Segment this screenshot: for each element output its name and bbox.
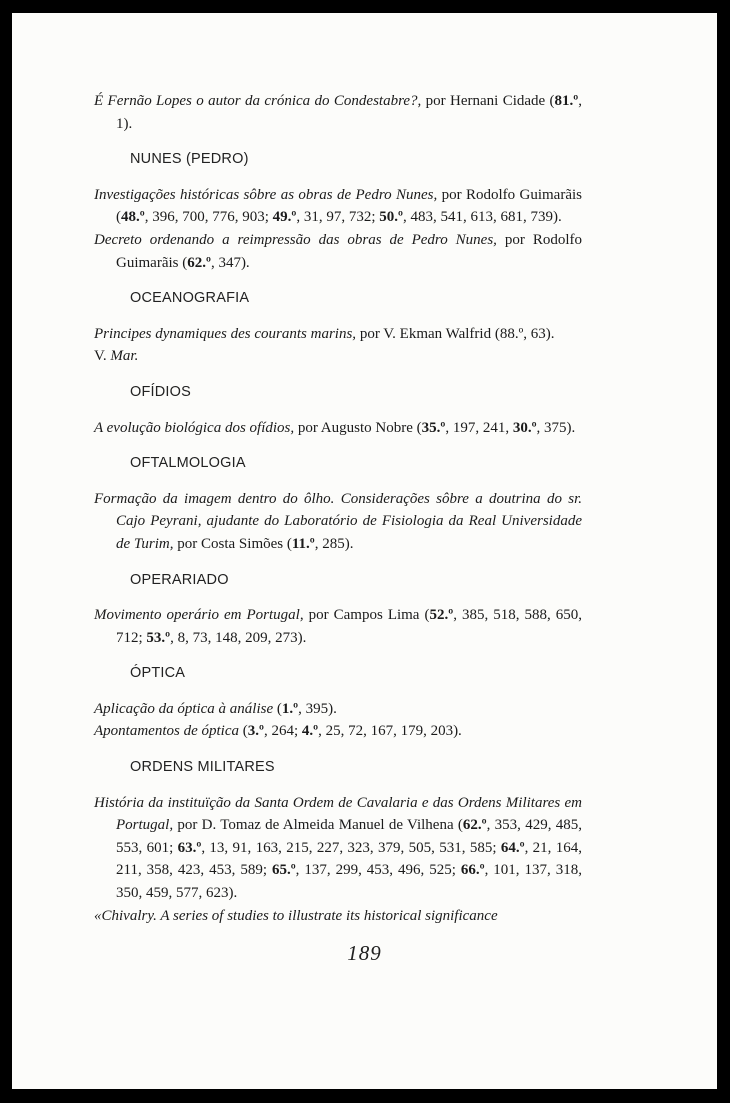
section-heading: OPERARIADO — [130, 571, 229, 588]
entry-title: História da instituïção da Santa Ordem de Cavalaria e das Ordens Militares em Portugal, — [94, 794, 582, 834]
index-entry: História da instituïção da Santa Ordem de Cavalaria e das Ordens Militares em Portugal, por D. Tomaz de Almeida Manuel de Vilhena (62.º, 353, 429, 485, 553, 601; 63.º, 13, 91, 163, 215, 227, 323, 379, 505, 531, 585; 64.º, 21, 164, 211, 358, 423, 453, 589; 65.º, 137, 299, 453, 496, 525; 66.º, 101, 137, 318, 350, 459, 577, 623). — [94, 794, 583, 902]
index-entry: A evolução biológica dos ofídios, por Augusto Nobre (35.º, 197, 241, 30.º, 375). — [94, 419, 576, 436]
index-entry: Movimento operário em Portugal, por Campos Lima (52.º, 385, 518, 588, 650, 712; 53.º, 8, 73, 148, 209, 273). — [94, 607, 582, 646]
entry-title: Apontamentos de óptica — [94, 723, 239, 740]
entry-title: A evolução biológica dos ofídios, — [94, 419, 295, 436]
index-entry: Apontamentos de óptica (3.º, 264; 4.º, 25, 72, 167, 179, 203). — [94, 723, 462, 740]
entry-title: Principes dynamiques des courants marins, — [94, 325, 357, 342]
page-number: 189 — [347, 941, 382, 965]
index-entry: Decreto ordenando a reimpressão das obras de Pedro Nunes, por Rodolfo Guimarãis (62.º, 347). — [94, 231, 582, 271]
entry-title: Movimento operário em Portugal, — [94, 607, 304, 624]
section-heading: ORDENS MILITARES — [130, 759, 275, 776]
index-entry: Aplicação da óptica à análise (1.º, 395). — [94, 700, 337, 717]
section-heading: OCEANOGRAFIA — [130, 290, 250, 307]
index-entry: É Fernão Lopes o autor da crónica do Condestabre?, por Hernani Cidade (81.º, 1). — [94, 93, 582, 132]
section-heading: OFÍDIOS — [130, 383, 192, 400]
index-entry: Investigações históricas sôbre as obras de Pedro Nunes, por Rodolfo Guimarãis (48.º, 396, 700, 776, 903; 49.º, 31, 97, 732; 50.º, 483, 541, 613, 681, 739). — [94, 186, 583, 226]
entry-title: Aplicação da óptica à análise — [94, 700, 274, 717]
section-heading: NUNES (PEDRO) — [130, 151, 249, 168]
cross-reference: Mar. — [110, 348, 139, 365]
entry-title: Investigações históricas sôbre as obras de Pedro Nunes, — [94, 186, 438, 203]
entry-title: É Fernão Lopes o autor da crónica do Condestabre?, — [94, 93, 422, 109]
book-page — [12, 13, 717, 1089]
entry-title: Formação da imagem dentro do ôlho. Considerações sôbre a doutrina do sr. Cajo Peyrani, ajudante do Laboratório de Fisiologia da Real Universidade de Turim, — [94, 490, 582, 552]
index-text — [94, 90, 582, 927]
index-entry: Formação da imagem dentro do ôlho. Considerações sôbre a doutrina do sr. Cajo Peyrani, ajudante do Laboratório de Fisiologia da Real Universidade de Turim, por Costa Simões (11.º, 285). — [94, 490, 582, 552]
index-entry — [94, 905, 582, 928]
entry-title: «Chivalry. A series of studies to illustrate its historical significance — [94, 907, 498, 924]
section-heading: ÓPTICA — [130, 665, 186, 682]
entry-title: Decreto ordenando a reimpressão das obras de Pedro Nunes, — [94, 231, 497, 248]
index-entry: V. Mar. — [94, 348, 139, 365]
section-heading: OFTALMOLOGIA — [130, 455, 246, 472]
index-entry: Principes dynamiques des courants marins, por V. Ekman Walfrid (88.º, 63). — [94, 325, 555, 342]
